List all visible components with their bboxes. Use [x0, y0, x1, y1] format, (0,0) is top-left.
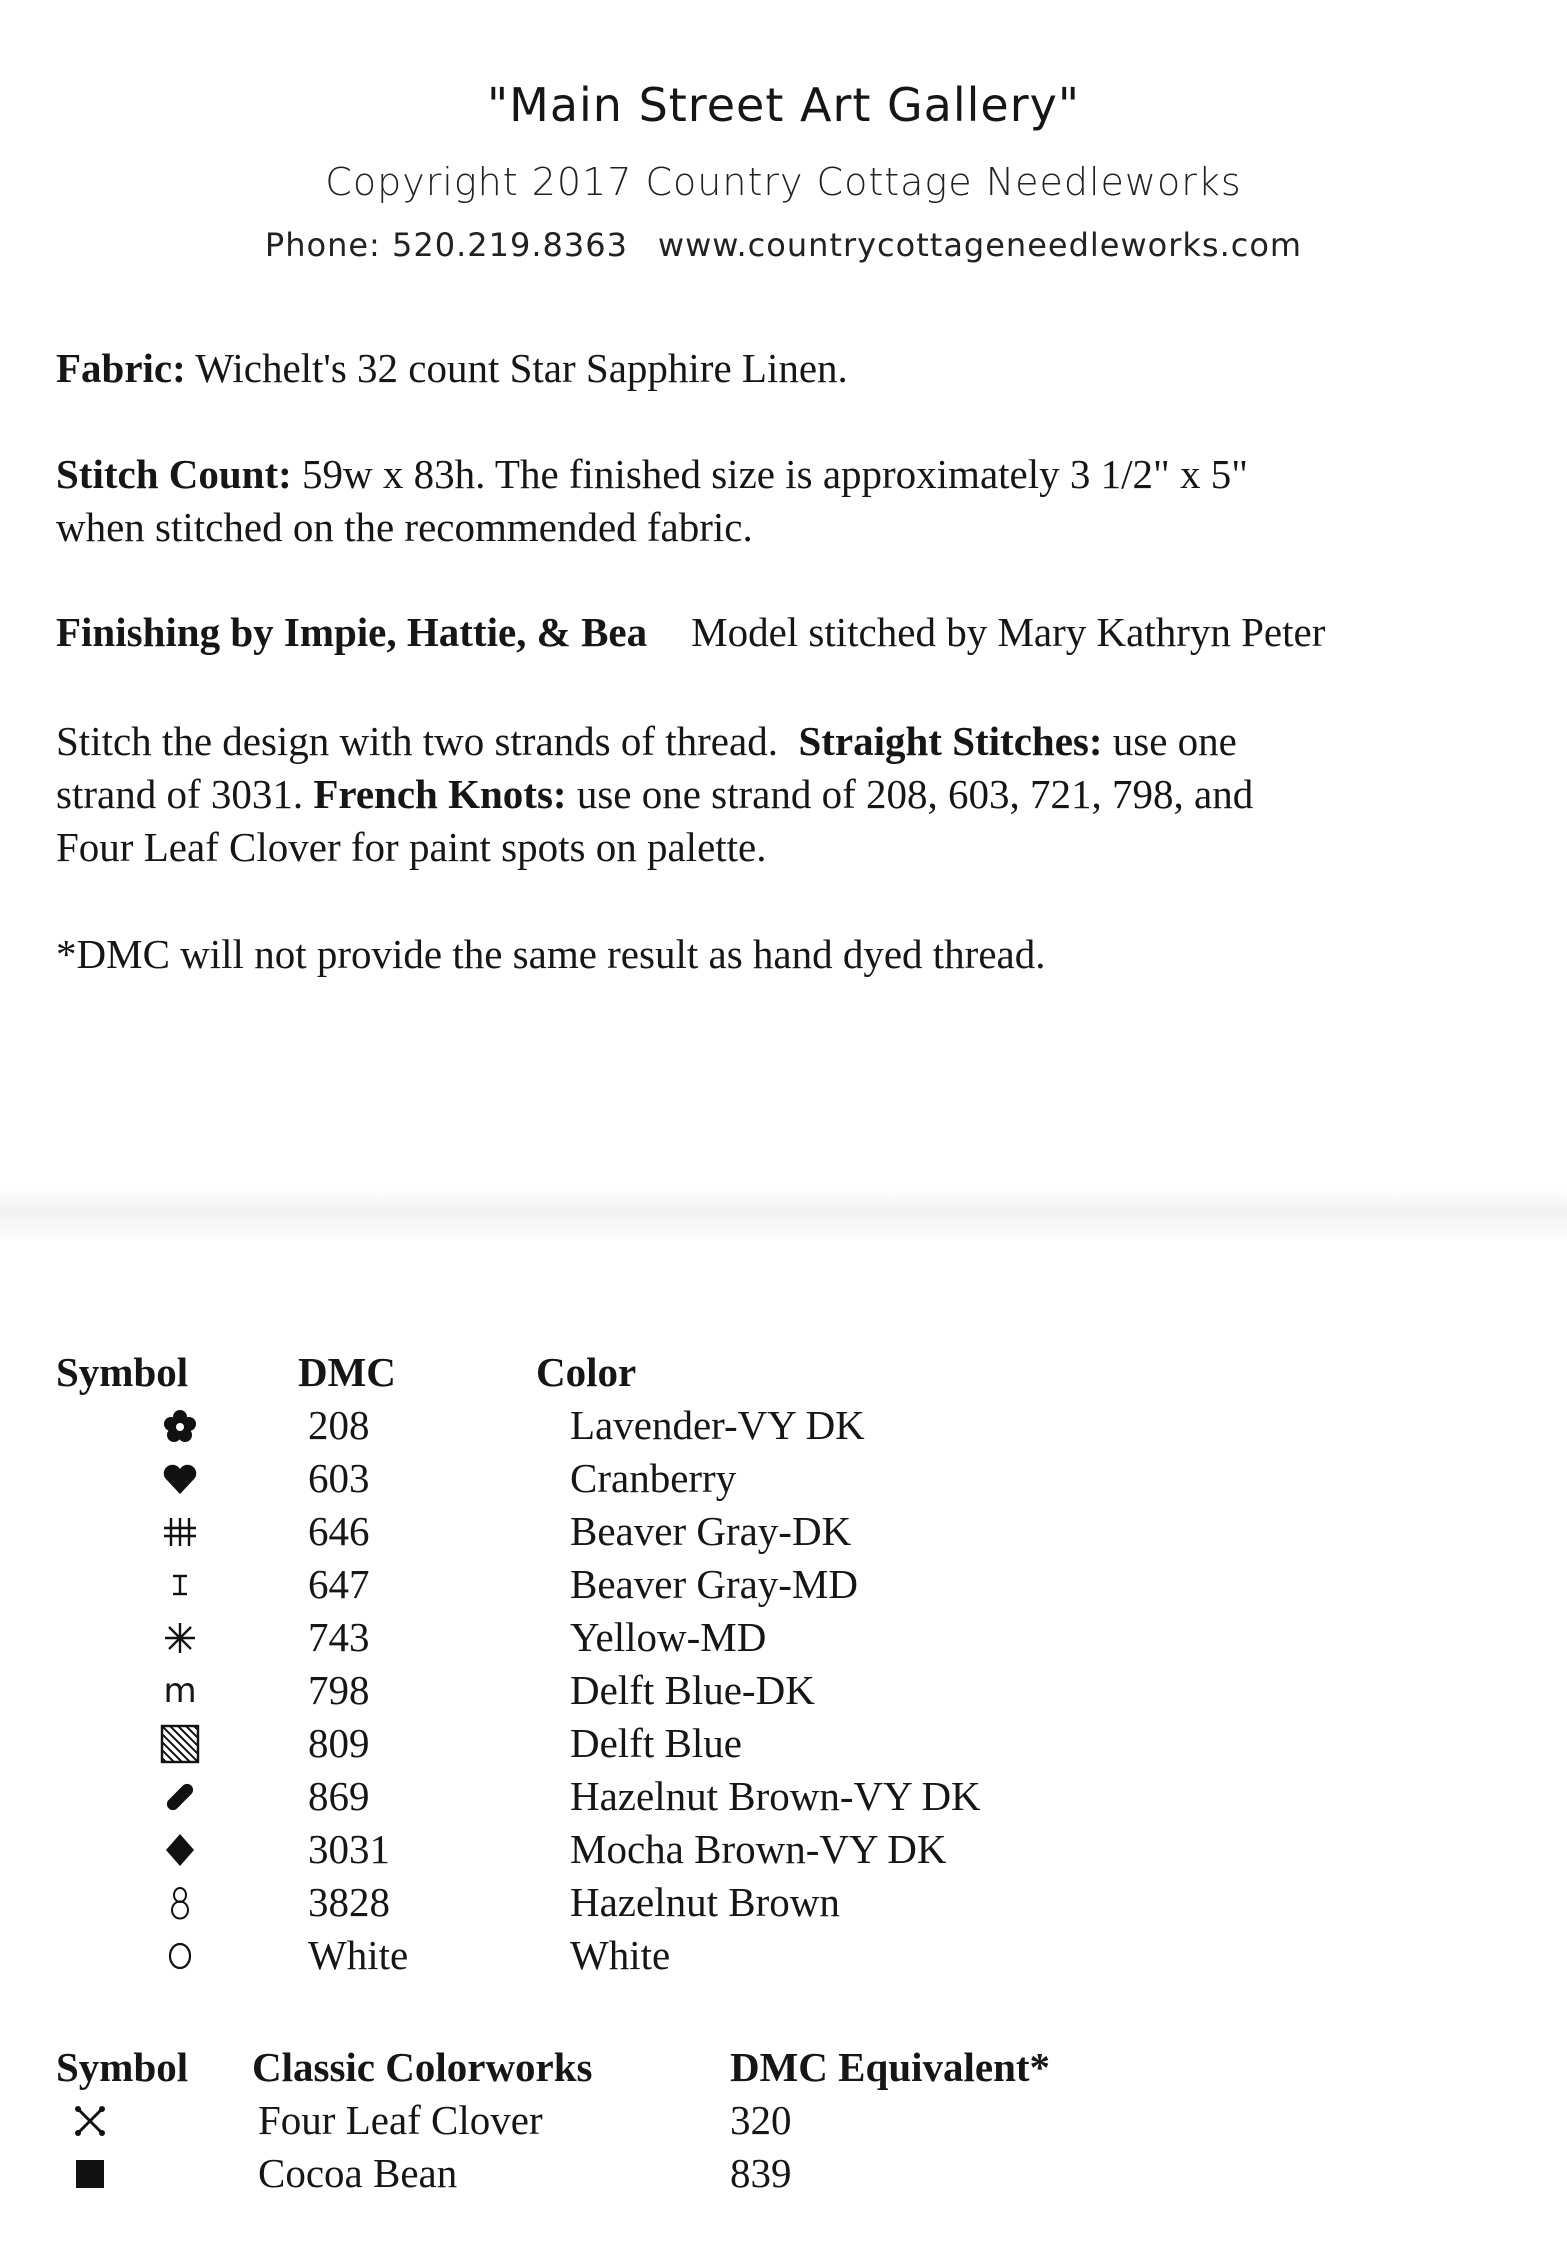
dmc-equivalent-header: DMC Equivalent* — [730, 2044, 1051, 2090]
stitch-count-paragraph — [56, 448, 1526, 554]
i-beam-icon — [150, 1560, 210, 1610]
straight-stitches-text: use one — [1102, 718, 1237, 764]
french-knots-text: use one strand of 208, 603, 721, 798, and — [566, 771, 1254, 817]
color-name: Cranberry — [570, 1455, 737, 1501]
color-name: White — [570, 1932, 671, 1978]
fabric-text: Wichelt's 32 count Star Sapphire Linen. — [185, 345, 848, 391]
copyright-line: Copyright 2017 Country Cottage Needleworks — [325, 160, 1242, 204]
heart-icon — [150, 1454, 210, 1504]
hash-lines-icon — [150, 1507, 210, 1557]
dmc-number: 646 — [308, 1508, 370, 1554]
color-name: Yellow-MD — [570, 1614, 767, 1660]
table-row — [0, 1560, 1567, 1613]
dmc-number: 869 — [308, 1773, 370, 1819]
pattern-title: "Main Street Art Gallery" — [486, 78, 1080, 132]
instructions-text-3: Four Leaf Clover for paint spots on palette. — [56, 824, 767, 870]
thread-name: Cocoa Bean — [258, 2150, 458, 2196]
dmc-number: 743 — [308, 1614, 370, 1660]
dmc-number: 3828 — [308, 1879, 390, 1925]
symbol-header: Symbol — [56, 1349, 189, 1395]
slanted-capsule-icon — [150, 1772, 210, 1822]
dmc-number: 3031 — [308, 1826, 390, 1872]
phone-number: Phone: 520.219.8363 — [264, 226, 628, 264]
table-row — [0, 1401, 1567, 1454]
model-stitched-by: Model stitched by Mary Kathryn Peter — [691, 609, 1326, 655]
dmc-number: 798 — [308, 1667, 370, 1713]
stitch-count-text-2: when stitched on the recommended fabric. — [56, 504, 753, 550]
classic-colorworks-header: Classic Colorworks — [252, 2044, 593, 2090]
color-name: Beaver Gray-DK — [570, 1508, 852, 1554]
color-name: Hazelnut Brown-VY DK — [570, 1773, 981, 1819]
dmc-number: White — [308, 1932, 409, 1978]
table-row — [0, 1666, 1567, 1719]
symbol-header: Symbol — [56, 2044, 189, 2090]
table-row — [0, 1878, 1567, 1931]
hatched-square-icon — [150, 1719, 210, 1769]
finishing-paragraph — [56, 606, 1526, 659]
letter-m-symbol: m — [163, 1671, 197, 1711]
color-name: Mocha Brown-VY DK — [570, 1826, 947, 1872]
asterisk-icon — [150, 1613, 210, 1663]
table-row — [0, 1825, 1567, 1878]
table-row — [0, 2096, 1567, 2149]
thread-name: Four Leaf Clover — [258, 2097, 543, 2143]
straight-stitches-label: Straight Stitches: — [798, 718, 1103, 764]
color-name: Delft Blue — [570, 1720, 742, 1766]
color-header: Color — [536, 1349, 637, 1395]
dmc-note: *DMC will not provide the same result as hand dyed thread. — [56, 931, 1046, 977]
stitch-count-label: Stitch Count: — [56, 451, 292, 497]
contact-line — [0, 226, 1567, 264]
dmc-equivalent: 839 — [730, 2150, 792, 2196]
color-name: Beaver Gray-MD — [570, 1561, 859, 1607]
stitch-count-text: 59w x 83h. The finished size is approximately 3 1/2" x 5" — [291, 451, 1248, 497]
instructions-text-2: strand of 3031. — [56, 771, 304, 817]
flower-icon — [150, 1401, 210, 1451]
letter-m-icon — [150, 1666, 210, 1716]
table-row — [0, 2149, 1567, 2202]
table-row — [0, 1613, 1567, 1666]
finishing-label: Finishing by Impie, Hattie, & Bea — [56, 609, 648, 655]
dmc-number: 208 — [308, 1402, 370, 1448]
dmc-number: 647 — [308, 1561, 370, 1607]
website-link[interactable]: www.countrycottageneedleworks.com — [657, 226, 1303, 264]
fabric-label: Fabric: — [56, 345, 186, 391]
fabric-paragraph — [56, 342, 1526, 395]
cross-x-icon — [60, 2096, 120, 2146]
figure-eight-icon — [150, 1878, 210, 1928]
instructions-paragraph — [56, 715, 1526, 874]
table-row — [0, 1931, 1567, 1984]
circle-icon — [150, 1931, 210, 1981]
filled-square-icon — [60, 2149, 120, 2199]
table-row — [0, 1454, 1567, 1507]
diamond-icon — [150, 1825, 210, 1875]
table-row — [0, 1507, 1567, 1560]
color-name: Delft Blue-DK — [570, 1667, 815, 1713]
instructions-text-1: Stitch the design with two strands of thread. — [56, 718, 778, 764]
dmc-number: 603 — [308, 1455, 370, 1501]
french-knots-label: French Knots: — [313, 771, 567, 817]
dmc-number: 809 — [308, 1720, 370, 1766]
table-row — [0, 1772, 1567, 1825]
table-row — [0, 1719, 1567, 1772]
dmc-header: DMC — [298, 1349, 396, 1395]
color-name: Lavender-VY DK — [570, 1402, 865, 1448]
scan-smudge — [0, 1188, 1567, 1244]
dmc-equivalent: 320 — [730, 2097, 792, 2143]
color-name: Hazelnut Brown — [570, 1879, 840, 1925]
